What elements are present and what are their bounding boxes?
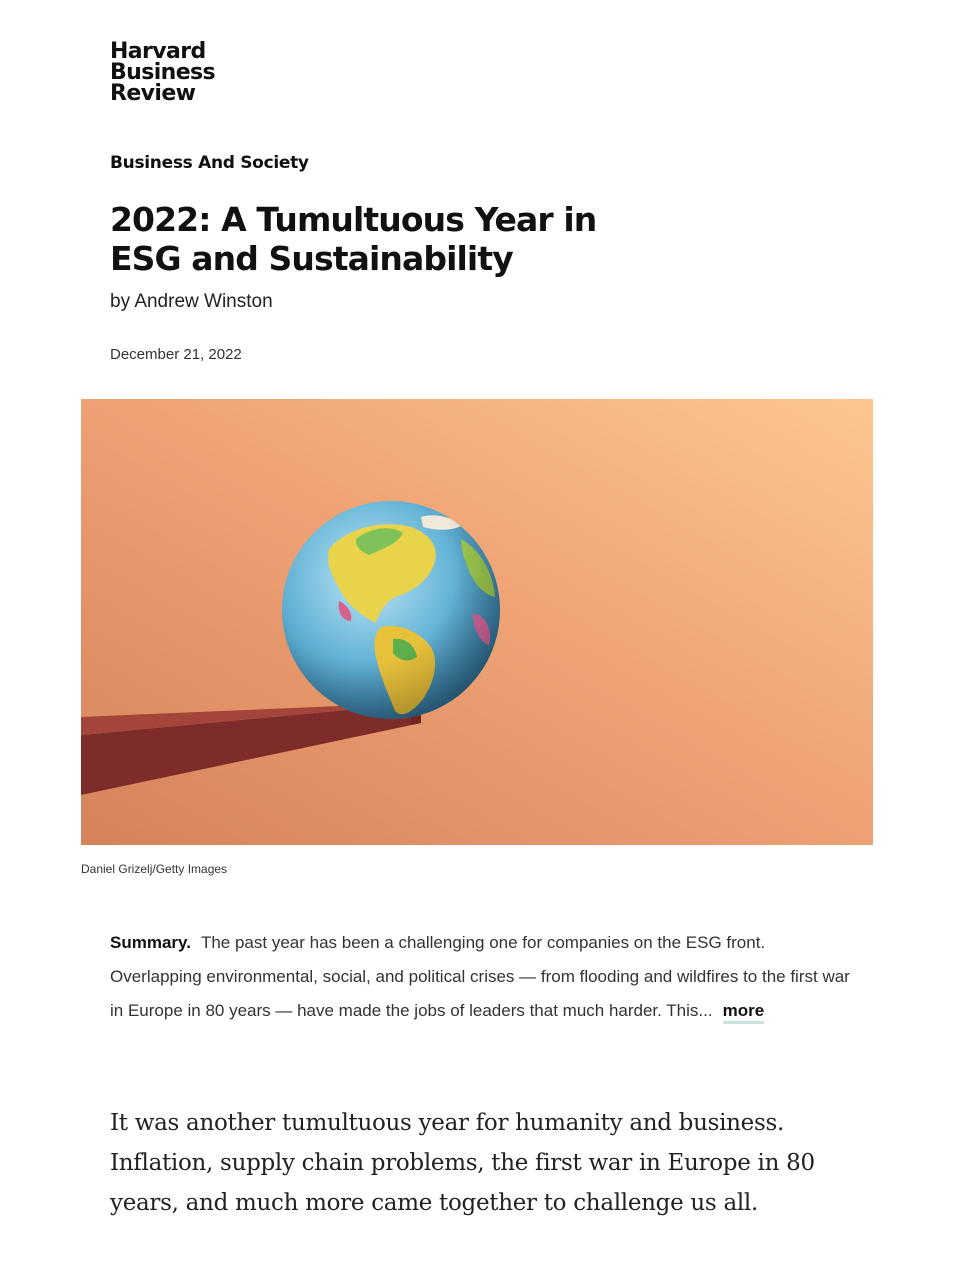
publish-date: December 21, 2022 [110,346,242,363]
article-body-paragraph: It was another tumultuous year for humanity and business. Inflation, supply chain problems, the first war in Europe in 80 years, and much more came together to challenge us all. [110,1110,815,1216]
summary-label: Summary. [110,933,191,952]
image-credit: Daniel Grizelj/Getty Images [81,862,228,876]
topic-link[interactable]: Business And Society [110,153,309,173]
byline [110,291,273,313]
summary-more-link[interactable]: more [723,1001,765,1024]
hbr-logo[interactable] [110,41,215,104]
article-summary [110,926,850,1028]
globe-icon [282,501,500,719]
hero-image [81,399,873,845]
article-title: 2022: A Tumultuous Year in ESG and Sustainability [110,200,597,278]
summary-text: The past year has been a challenging one for companies on the ESG front. Overlapping environmental, social, and political crises — from flooding and wildfires to the first war in Europe in 80 years — have made the jobs of leaders that much harder. This... [110,933,850,1020]
author-link[interactable]: Andrew Winston [134,291,273,312]
byline-prefix: by [110,291,135,312]
logo-line-2: Business [110,60,216,85]
logo-line-3: Review [110,81,196,106]
logo-line-1: Harvard [110,39,206,64]
